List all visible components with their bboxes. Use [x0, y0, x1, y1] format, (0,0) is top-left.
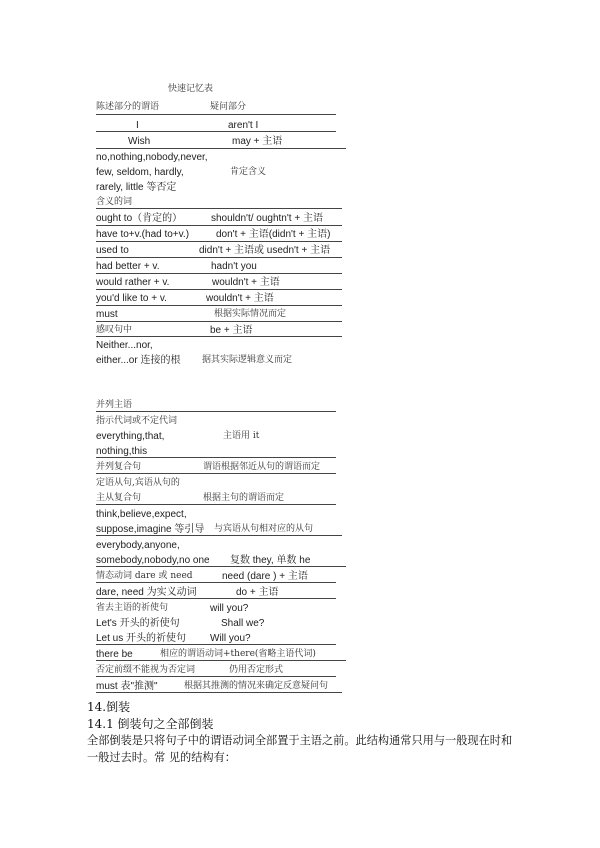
row-c1: think,believe,expect, [96, 509, 187, 520]
row-c2: wouldn't + 主语 [206, 293, 274, 304]
rule [96, 457, 336, 458]
row-c1: you'd like to + v. [96, 293, 167, 304]
rule [96, 148, 346, 149]
rule [96, 257, 342, 258]
rule [96, 273, 342, 274]
rule [96, 289, 342, 290]
row-c1: 含义的词 [96, 197, 133, 207]
row-c2: 据其实际逻辑意义而定 [202, 355, 293, 365]
rule [96, 535, 342, 536]
row-c1: no,nothing,nobody,never, [96, 152, 208, 163]
row-c1: 主从复合句 [96, 493, 142, 503]
rule [96, 473, 336, 474]
section-paragraph-line2: 一般过去时。常 见的结构有： [87, 751, 236, 764]
row-c2: 谓语根据邻近从句的谓语而定 [203, 462, 321, 472]
row-c1: dare, need 为实义动词 [96, 587, 197, 598]
rule [96, 504, 336, 505]
row-c1: there be [96, 649, 133, 660]
rule [96, 305, 342, 306]
row-c2: 与宾语从句相对应的从句 [214, 524, 314, 534]
rule [96, 321, 342, 322]
row-c2: 相应的谓语动词+there(省略主语代词) [160, 649, 316, 659]
row-c1: 并列主语 [96, 400, 133, 410]
row-c2: need (dare ) + 主语 [222, 571, 308, 582]
rule [96, 566, 346, 567]
rule [96, 114, 336, 115]
row-c1: Wish [128, 136, 151, 147]
row-c2: Will you? [210, 633, 251, 644]
table-title: 快速记忆表 [168, 84, 214, 94]
row-c2: may + 主语 [232, 136, 283, 147]
row-c2: 根据其推测的情况来确定反意疑问句 [184, 681, 329, 691]
rule [96, 208, 342, 209]
section-heading: 14.倒装 [87, 700, 131, 714]
row-c1: must 表"推测" [96, 681, 158, 692]
rule [96, 644, 336, 645]
section-subheading: 14.1 倒装句之全部倒装 [87, 717, 214, 731]
row-c1: 感叹句中 [96, 325, 133, 335]
header-predicate: 陈述部分的谓语 [96, 102, 160, 112]
row-c1: 情态动词 dare 或 need [96, 571, 193, 581]
row-c2: do + 主语 [236, 587, 279, 598]
row-c2: 肯定含义 [230, 167, 267, 177]
row-c1: Neither...nor, [96, 340, 153, 351]
row-c2: 仍用否定形式 [229, 665, 284, 675]
rule [96, 660, 346, 661]
row-c1: 指示代词或不定代词 [96, 416, 178, 426]
rule [96, 692, 342, 693]
row-c1: 定语从句,宾语从句的 [96, 478, 180, 488]
row-c1: everybody,anyone, [96, 540, 180, 551]
row-c1: must [96, 309, 118, 320]
row-c1: Let us 开头的祈使句 [96, 633, 187, 644]
row-c2: 主语用 it [223, 431, 260, 441]
row-c2: will you? [210, 603, 249, 614]
rule [96, 582, 336, 583]
row-c1: either...or 连接的根 [96, 355, 181, 366]
rule [96, 336, 342, 337]
row-c1: rarely, little 等否定 [96, 182, 177, 193]
rule [96, 411, 336, 412]
row-c2: didn't + 主语或 usedn't + 主语 [199, 245, 331, 256]
row-c1: 省去主语的祈使句 [96, 603, 169, 613]
row-c1: had better + v. [96, 261, 160, 272]
rule [96, 225, 342, 226]
row-c1: 并列复合句 [96, 462, 142, 472]
row-c2: hadn't you [211, 261, 257, 272]
row-c1: everything,that, [96, 431, 165, 442]
rule [96, 131, 336, 132]
row-c2: 根据实际情况而定 [214, 309, 287, 319]
row-c1: ought to（肯定的） [96, 213, 183, 224]
row-c1: nothing,this [96, 446, 148, 457]
row-c2: wouldn't + 主语 [212, 277, 280, 288]
row-c2: aren't I [228, 120, 259, 131]
rule [96, 241, 342, 242]
row-c1: would rather + v. [96, 277, 170, 288]
row-c2: 复数 they, 单数 he [230, 555, 311, 566]
section-paragraph-line1: 全部倒装是只将句子中的谓语动词全部置于主语之前。此结构通常只用与一般现在时和 [87, 734, 513, 747]
row-c1: I [136, 120, 139, 131]
header-question: 疑问部分 [210, 102, 247, 112]
rule [96, 676, 336, 677]
row-c1: somebody,nobody,no one [96, 555, 210, 566]
row-c1: Let's 开头的祈使句 [96, 618, 180, 629]
row-c1: have to+v.(had to+v.) [96, 229, 190, 240]
row-c1: suppose,imagine 等引导 [96, 524, 205, 535]
row-c2: 根据主句的谓语而定 [203, 493, 285, 503]
row-c1: 否定前缀不能视为否定词 [96, 665, 196, 675]
row-c2: shouldn't/ oughtn't + 主语 [211, 213, 323, 224]
row-c2: be + 主语 [210, 325, 253, 336]
row-c2: don't + 主语(didn't + 主语) [216, 229, 331, 240]
row-c2: Shall we? [221, 618, 265, 629]
rule [96, 598, 336, 599]
row-c1: few, seldom, hardly, [96, 167, 184, 178]
row-c1: used to [96, 245, 129, 256]
